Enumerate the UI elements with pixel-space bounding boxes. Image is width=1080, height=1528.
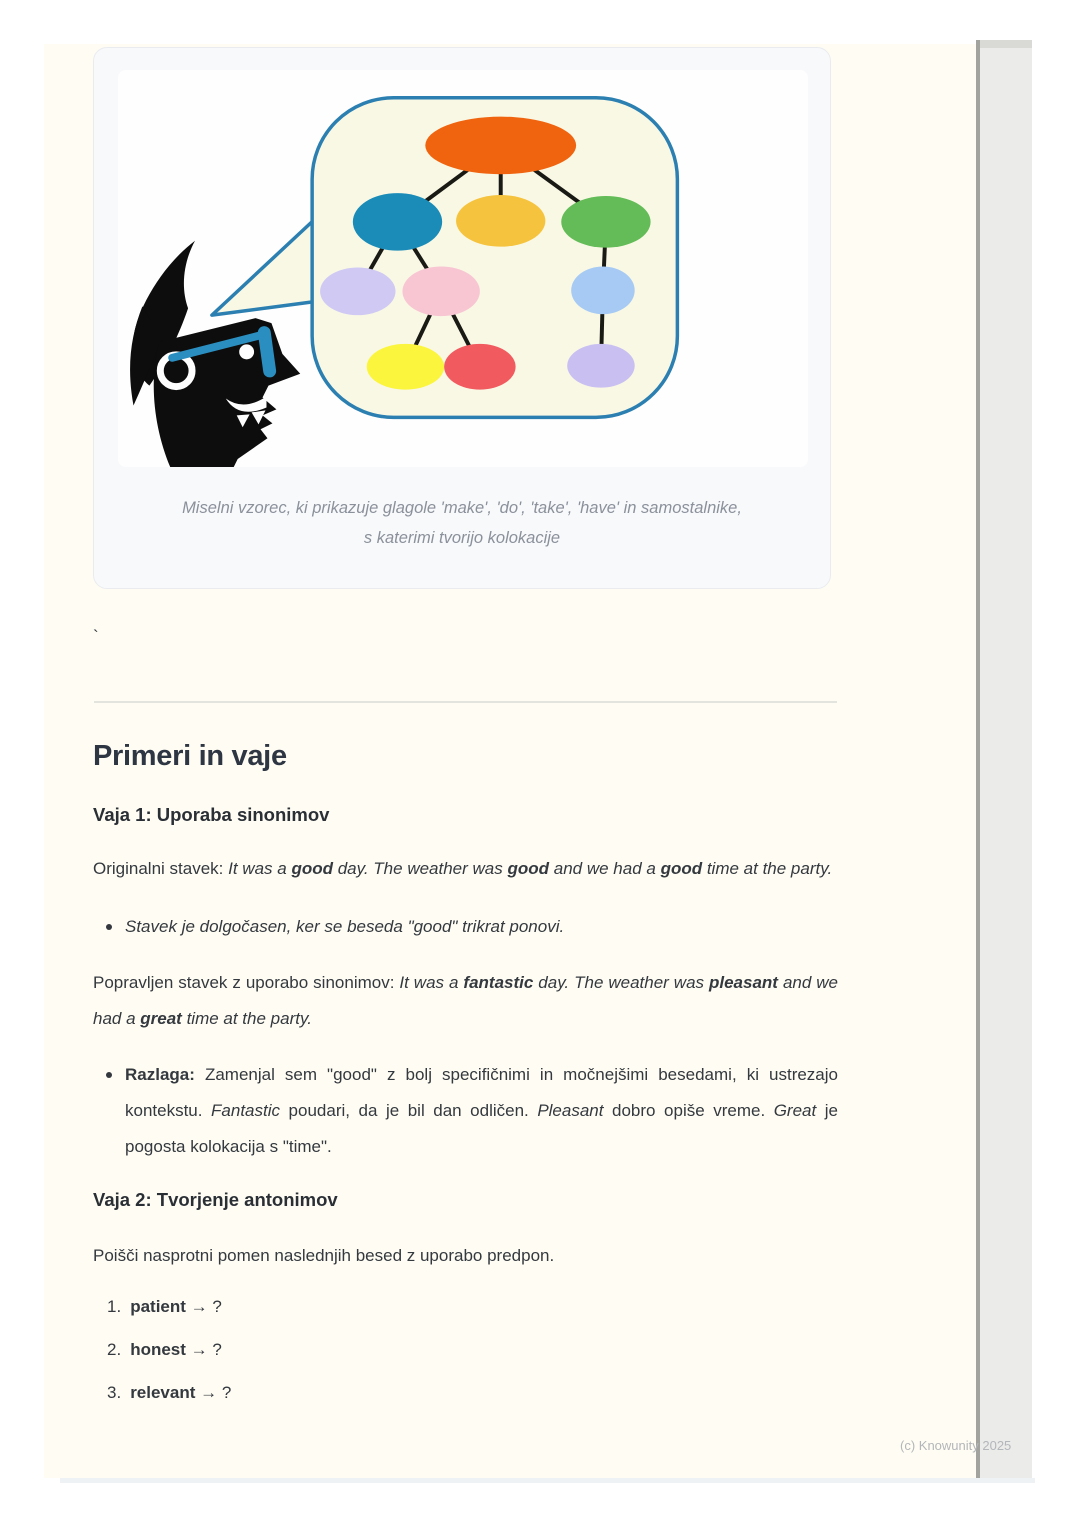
exercise1-title: Vaja 1: Uporaba sinonimov [93, 804, 330, 825]
copyright-watermark: (c) Knowunity 2025 [900, 1438, 1012, 1453]
stray-backtick: ` [93, 627, 99, 646]
mind-map-node-leaf-lightblue [571, 267, 635, 315]
list-item [93, 1057, 838, 1165]
exercise2-intro: Poišči nasprotni pomen naslednjih besed z uporabo predpon. [93, 1246, 555, 1265]
caption-line-1: Miselni vzorec, ki prikazuje glagole 'make', 'do', 'take', 'have' in samostalnike, [182, 499, 742, 517]
list-text: relevant → ? [130, 1383, 232, 1402]
mind-map-node-leaf-pink [402, 267, 479, 317]
image-card [93, 47, 831, 589]
mind-map-node-leaf-lavender-1 [320, 268, 395, 316]
mind-map-svg [118, 70, 808, 467]
list-text: patient → ? [130, 1297, 222, 1316]
list-number: 3. [107, 1383, 122, 1402]
speech-bubble-tail [212, 219, 325, 315]
list-number: 1. [107, 1297, 122, 1316]
section-divider [94, 701, 837, 703]
list-text: honest → ? [130, 1340, 222, 1359]
scrollbar-thumb[interactable] [980, 40, 1032, 48]
list-item [93, 909, 838, 945]
bullet-list-2 [93, 1057, 838, 1165]
mind-map-node-child-green [561, 196, 650, 248]
bullet-dot-icon [106, 1072, 112, 1078]
antonym-list [93, 1289, 838, 1411]
mind-map-node-child-teal [353, 193, 442, 251]
exercise2-title: Vaja 2: Tvorjenje antonimov [93, 1189, 338, 1210]
list-item [93, 1375, 838, 1411]
mind-map-node-root [425, 117, 576, 175]
document-content [93, 0, 838, 1418]
list-item [93, 1332, 838, 1368]
section-heading: Primeri in vaje [93, 740, 287, 772]
list-number: 2. [107, 1340, 122, 1359]
mind-map-node-leaf-red [444, 344, 515, 390]
mind-map-node-leaf-lavender-2 [567, 344, 634, 388]
eye-icon [239, 344, 254, 359]
corrected-sentence-paragraph: Popravljen stavek z uporabo sinonimov: It was a fantastic day. The weather was pleasant and we had a great time at the party. [93, 973, 838, 1028]
list-item [93, 1289, 838, 1325]
page-bottom-edge [60, 1478, 1035, 1483]
original-sentence-paragraph: Originalni stavek: It was a good day. The weather was good and we had a good time at the party. [93, 859, 833, 878]
scrollbar-track[interactable] [976, 40, 1032, 1478]
bullet-list-1 [93, 909, 838, 945]
bullet-text: Stavek je dolgočasen, ker se beseda "good" trikrat ponovi. [125, 917, 565, 936]
bullet-dot-icon [106, 924, 112, 930]
bullet-text: Razlaga: Zamenjal sem "good" z bolj specifičnimi in močnejšimi besedami, ki ustrezajo kontekstu. Fantastic poudari, da je bil dan odličen. Pleasant dobro opiše vreme. Great je pogosta kolokacija s "time". [125, 1065, 839, 1156]
caption-line-2: s katerimi tvorijo kolokacije [363, 529, 561, 547]
image-caption [118, 493, 806, 553]
mind-map-node-child-amber [456, 195, 545, 247]
mind-map-node-leaf-yellow [367, 344, 444, 390]
mind-map-illustration [118, 70, 808, 467]
